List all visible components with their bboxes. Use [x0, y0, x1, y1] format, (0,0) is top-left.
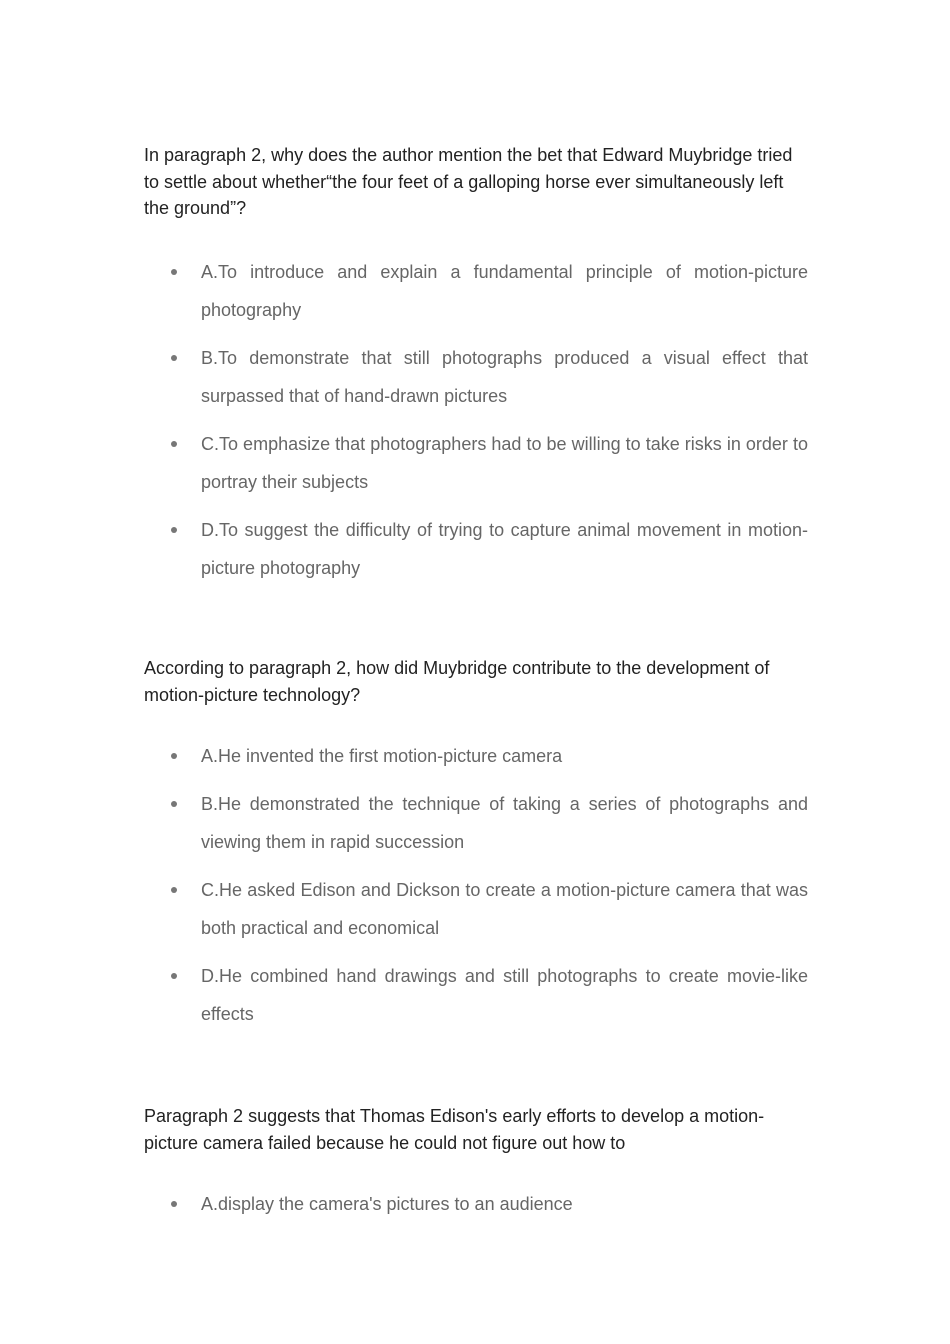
- option-text: B.He demonstrated the technique of taking a series of photographs and viewing them in rapid succession: [201, 794, 808, 852]
- question-2: [144, 655, 808, 1043]
- option-text: A.display the camera's pictures to an audience: [201, 1194, 573, 1214]
- option-text: A.To introduce and explain a fundamental principle of motion-picture photography: [201, 261, 808, 320]
- bullet-icon: [171, 753, 177, 759]
- question-1: [144, 142, 808, 597]
- bullet-icon: [171, 269, 177, 275]
- question-1-option-a[interactable]: [144, 253, 808, 329]
- option-text: B.To demonstrate that still photographs produced a visual effect that surpassed that of hand-drawn pictures: [201, 347, 808, 406]
- question-2-text: According to paragraph 2, how did Muybridge contribute to the development of motion-picture technology?: [144, 658, 770, 705]
- question-3: [144, 1103, 808, 1233]
- option-text: C.He asked Edison and Dickson to create a motion-picture camera that was both practical and economical: [201, 880, 808, 938]
- bullet-icon: [171, 355, 177, 361]
- bullet-icon: [171, 1201, 177, 1207]
- question-1-option-c[interactable]: [144, 425, 808, 501]
- bullet-icon: [171, 973, 177, 979]
- option-text: A.He invented the first motion-picture camera: [201, 746, 563, 766]
- option-text: D.To suggest the difficulty of trying to capture animal movement in motion-picture photography: [201, 519, 808, 578]
- question-3-text: Paragraph 2 suggests that Thomas Edison's early efforts to develop a motion-picture camera failed because he could not figure out how to: [144, 1106, 765, 1153]
- question-2-option-a[interactable]: [144, 737, 808, 775]
- question-1-options: [144, 253, 808, 587]
- bullet-icon: [171, 801, 177, 807]
- bullet-icon: [171, 441, 177, 447]
- question-1-option-b[interactable]: [144, 339, 808, 415]
- question-2-option-b[interactable]: [144, 785, 808, 861]
- bullet-icon: [171, 527, 177, 533]
- question-2-option-d[interactable]: [144, 957, 808, 1033]
- question-3-option-a[interactable]: [144, 1185, 808, 1223]
- question-1-text: In paragraph 2, why does the author mention the bet that Edward Muybridge tried to settle about whether“the four feet of a galloping horse ever simultaneously left the ground”?: [144, 145, 793, 218]
- question-3-options: [144, 1185, 808, 1223]
- bullet-icon: [171, 887, 177, 893]
- question-2-option-c[interactable]: [144, 871, 808, 947]
- option-text: C.To emphasize that photographers had to be willing to take risks in order to portray their subjects: [201, 433, 808, 492]
- question-2-options: [144, 737, 808, 1033]
- option-text: D.He combined hand drawings and still photographs to create movie-like effects: [201, 966, 808, 1024]
- question-1-option-d[interactable]: [144, 511, 808, 587]
